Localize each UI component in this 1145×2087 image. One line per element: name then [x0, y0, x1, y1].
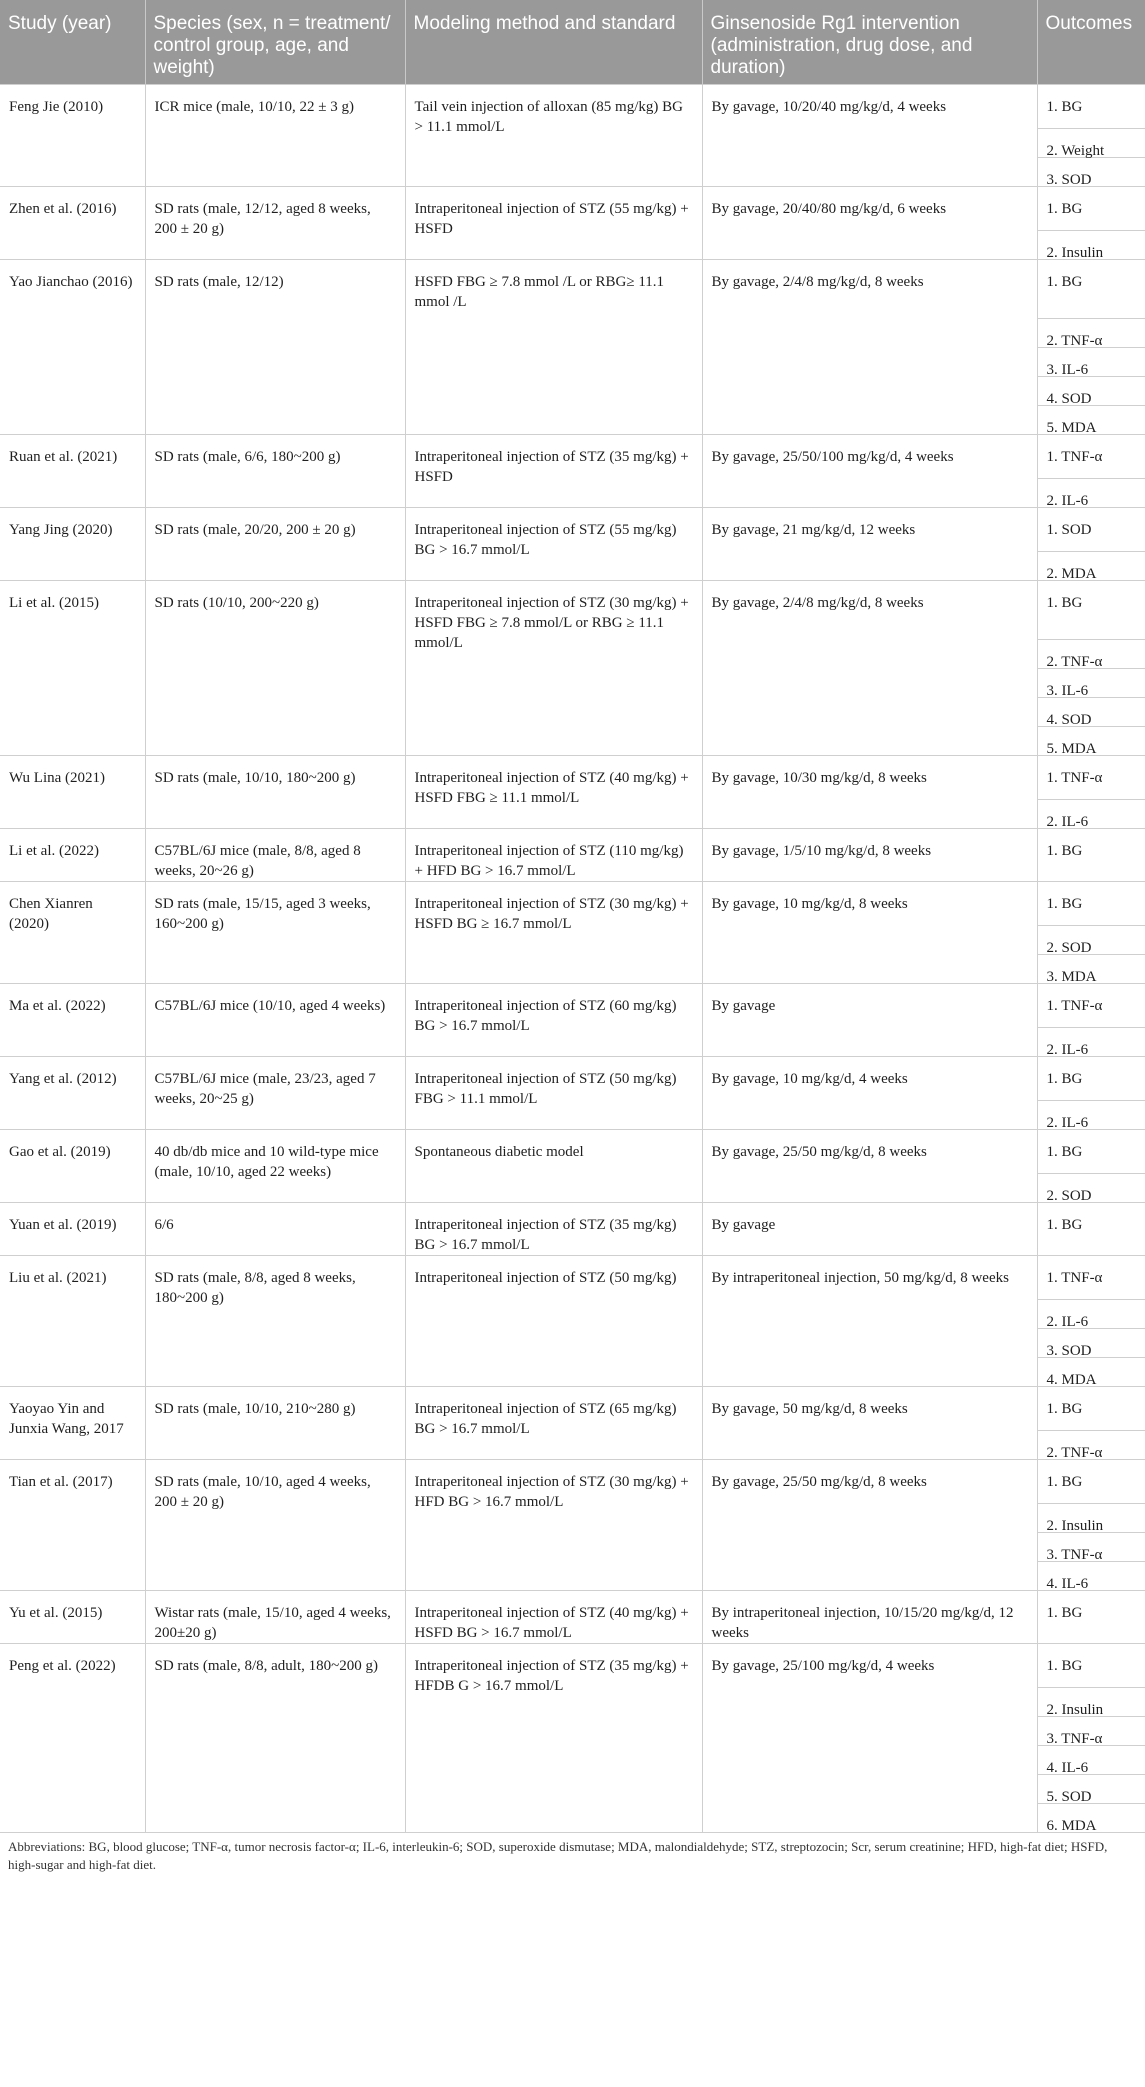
- modeling-cell: [405, 1643, 702, 1832]
- modeling-cell-text: Intraperitoneal injection of STZ (35 mg/kg) + HFDB G > 16.7 mmol/L: [414, 1657, 689, 1694]
- modeling-cell-text: Intraperitoneal injection of STZ (35 mg/kg) BG > 16.7 mmol/L: [414, 1216, 677, 1253]
- outcome-item: 4. IL-6: [1038, 1745, 1145, 1774]
- intervention-cell: [702, 434, 1037, 507]
- species-cell-text: C57BL/6J mice (male, 8/8, aged 8 weeks, 20~26 g): [154, 842, 361, 879]
- intervention-cell-text: By gavage: [711, 997, 776, 1014]
- modeling-cell-text: Tail vein injection of alloxan (85 mg/kg) BG > 11.1 mmol/L: [414, 98, 683, 135]
- modeling-cell: [405, 1255, 702, 1386]
- intervention-cell: [702, 755, 1037, 828]
- study-cell-text: Yaoyao Yin and Junxia Wang, 2017: [9, 1400, 124, 1437]
- species-cell: [145, 1590, 405, 1643]
- study-cell: [0, 828, 145, 881]
- study-cell: [0, 84, 145, 186]
- outcome-item: 2. Weight: [1038, 128, 1145, 157]
- outcome-item: 1. BG: [1046, 1070, 1083, 1087]
- species-cell-text: SD rats (male, 20/20, 200 ± 20 g): [154, 521, 356, 538]
- species-cell-text: SD rats (male, 15/15, aged 3 weeks, 160~200 g): [154, 895, 371, 932]
- outcome-item: 5. MDA: [1038, 405, 1145, 434]
- intervention-cell-text: By gavage: [711, 1216, 776, 1233]
- modeling-cell-text: Intraperitoneal injection of STZ (30 mg/kg) + HFD BG > 16.7 mmol/L: [414, 1473, 689, 1510]
- outcome-item: 5. SOD: [1038, 1774, 1145, 1803]
- outcome-item: 4. MDA: [1038, 1357, 1145, 1386]
- outcomes-cell: [1037, 1056, 1145, 1129]
- modeling-cell: [405, 186, 702, 259]
- intervention-cell-text: By gavage, 2/4/8 mg/kg/d, 8 weeks: [711, 594, 924, 611]
- outcome-item: 2. Insulin: [1038, 1687, 1145, 1716]
- outcome-item: 5. MDA: [1038, 726, 1145, 755]
- intervention-cell: [702, 259, 1037, 434]
- outcome-item: 2. IL-6: [1038, 1027, 1145, 1056]
- table-row: [0, 1643, 1145, 1832]
- species-cell: [145, 434, 405, 507]
- modeling-cell: [405, 1459, 702, 1590]
- outcomes-cell: [1037, 580, 1145, 755]
- intervention-cell-text: By gavage, 20/40/80 mg/kg/d, 6 weeks: [711, 200, 947, 217]
- intervention-cell-text: By gavage, 10/30 mg/kg/d, 8 weeks: [711, 769, 927, 786]
- modeling-cell-text: Intraperitoneal injection of STZ (50 mg/kg) FBG > 11.1 mmol/L: [414, 1070, 677, 1107]
- study-cell-text: Li et al. (2015): [9, 594, 99, 611]
- outcome-item: 2. TNF-α: [1038, 639, 1145, 668]
- modeling-cell-text: Spontaneous diabetic model: [414, 1143, 584, 1160]
- species-cell-text: C57BL/6J mice (male, 23/23, aged 7 weeks, 20~25 g): [154, 1070, 376, 1107]
- outcome-item: 1. BG: [1046, 1657, 1083, 1674]
- species-cell-text: SD rats (male, 10/10, 210~280 g): [154, 1400, 356, 1417]
- study-cell-text: Yang Jing (2020): [9, 521, 113, 538]
- header-modeling: Modeling method and standard: [405, 0, 702, 84]
- outcomes-cell: [1037, 881, 1145, 983]
- intervention-cell: [702, 1386, 1037, 1459]
- species-cell-text: SD rats (male, 12/12, aged 8 weeks, 200 ± 20 g): [154, 200, 371, 237]
- study-cell: [0, 1459, 145, 1590]
- intervention-cell: [702, 84, 1037, 186]
- species-cell-text: SD rats (male, 12/12): [154, 273, 284, 290]
- intervention-cell: [702, 1459, 1037, 1590]
- modeling-cell-text: Intraperitoneal injection of STZ (40 mg/kg) + HSFD FBG ≥ 11.1 mmol/L: [414, 769, 689, 806]
- modeling-cell-text: Intraperitoneal injection of STZ (110 mg/kg) + HFD BG > 16.7 mmol/L: [414, 842, 684, 879]
- intervention-cell-text: By gavage, 50 mg/kg/d, 8 weeks: [711, 1400, 908, 1417]
- table-row: [0, 186, 1145, 259]
- study-cell: [0, 1643, 145, 1832]
- outcome-item: 1. BG: [1046, 98, 1083, 115]
- outcome-item: 3. SOD: [1038, 157, 1145, 186]
- outcome-item: 3. IL-6: [1038, 347, 1145, 376]
- table-row: [0, 1590, 1145, 1643]
- modeling-cell: [405, 1202, 702, 1255]
- table-row: [0, 1459, 1145, 1590]
- modeling-cell-text: Intraperitoneal injection of STZ (65 mg/kg) BG > 16.7 mmol/L: [414, 1400, 677, 1437]
- outcome-item: 1. BG: [1046, 1400, 1083, 1417]
- study-cell-text: Yang et al. (2012): [9, 1070, 117, 1087]
- header-species: Species (sex, n = treatment/ control group, age, and weight): [145, 0, 405, 84]
- outcome-item: 2. IL-6: [1038, 799, 1145, 828]
- species-cell: [145, 755, 405, 828]
- outcomes-cell: [1037, 1129, 1145, 1202]
- intervention-cell: [702, 1129, 1037, 1202]
- outcome-item: 2. MDA: [1038, 551, 1145, 580]
- species-cell: [145, 186, 405, 259]
- modeling-cell-text: Intraperitoneal injection of STZ (30 mg/kg) + HSFD BG ≥ 16.7 mmol/L: [414, 895, 689, 932]
- modeling-cell: [405, 1386, 702, 1459]
- table-row: [0, 434, 1145, 507]
- species-cell: [145, 507, 405, 580]
- study-cell-text: Ruan et al. (2021): [9, 448, 118, 465]
- outcome-item: 3. IL-6: [1038, 668, 1145, 697]
- table-header-row: [0, 0, 1145, 84]
- study-cell-text: Tian et al. (2017): [9, 1473, 113, 1490]
- modeling-cell: [405, 580, 702, 755]
- species-cell-text: ICR mice (male, 10/10, 22 ± 3 g): [154, 98, 354, 115]
- intervention-cell: [702, 1056, 1037, 1129]
- outcome-item: 2. IL-6: [1038, 478, 1145, 507]
- outcome-item: 3. SOD: [1038, 1328, 1145, 1357]
- table-row: [0, 84, 1145, 186]
- study-cell-text: Feng Jie (2010): [9, 98, 104, 115]
- outcomes-cell: [1037, 84, 1145, 186]
- header-intervention: Ginsenoside Rg1 intervention (administration, drug dose, and duration): [702, 0, 1037, 84]
- outcome-item: 1. BG: [1046, 1216, 1083, 1233]
- study-cell: [0, 1255, 145, 1386]
- table-row: [0, 983, 1145, 1056]
- intervention-cell-text: By intraperitoneal injection, 50 mg/kg/d, 8 weeks: [711, 1269, 1009, 1286]
- outcome-item: 2. Insulin: [1038, 230, 1145, 259]
- species-cell-text: SD rats (male, 6/6, 180~200 g): [154, 448, 341, 465]
- outcome-item: 2. SOD: [1038, 925, 1145, 954]
- outcome-item: 2. TNF-α: [1038, 318, 1145, 347]
- outcome-item: 1. BG: [1046, 273, 1083, 290]
- outcome-item: 1. BG: [1046, 842, 1083, 859]
- study-cell: [0, 259, 145, 434]
- species-cell-text: C57BL/6J mice (10/10, aged 4 weeks): [154, 997, 386, 1014]
- species-cell: [145, 1056, 405, 1129]
- table-body: [0, 84, 1145, 1832]
- outcomes-cell: [1037, 983, 1145, 1056]
- outcome-item: 1. SOD: [1046, 521, 1092, 538]
- modeling-cell: [405, 1129, 702, 1202]
- outcome-item: 2. TNF-α: [1038, 1430, 1145, 1459]
- intervention-cell-text: By gavage, 10 mg/kg/d, 4 weeks: [711, 1070, 908, 1087]
- study-cell-text: Zhen et al. (2016): [9, 200, 117, 217]
- abbreviations-footnote: Abbreviations: BG, blood glucose; TNF-α, tumor necrosis factor-α; IL-6, interleukin-6; SOD, superoxide dismutase; MDA, malondialdehyde; STZ, streptozocin; Scr, serum creatinine; HFD, high-fat diet; HSFD, high-sugar and high-fat diet.: [8, 1838, 1108, 1872]
- study-cell-text: Li et al. (2022): [9, 842, 99, 859]
- outcome-item: 4. IL-6: [1038, 1561, 1145, 1590]
- modeling-cell-text: Intraperitoneal injection of STZ (50 mg/kg): [414, 1269, 677, 1286]
- outcome-item: 6. MDA: [1038, 1803, 1145, 1832]
- intervention-cell: [702, 1255, 1037, 1386]
- outcome-item: 1. TNF-α: [1046, 997, 1103, 1014]
- species-cell-text: SD rats (male, 8/8, aged 8 weeks, 180~200 g): [154, 1269, 356, 1306]
- header-study: Study (year): [0, 0, 145, 84]
- outcome-item: 1. BG: [1046, 594, 1083, 611]
- study-cell: [0, 186, 145, 259]
- modeling-cell-text: Intraperitoneal injection of STZ (60 mg/kg) BG > 16.7 mmol/L: [414, 997, 677, 1034]
- outcome-item: 1. BG: [1046, 1604, 1083, 1621]
- intervention-cell-text: By gavage, 21 mg/kg/d, 12 weeks: [711, 521, 916, 538]
- study-cell: [0, 580, 145, 755]
- intervention-cell-text: By gavage, 25/50 mg/kg/d, 8 weeks: [711, 1143, 927, 1160]
- modeling-cell-text: HSFD FBG ≥ 7.8 mmol /L or RBG≥ 11.1 mmol /L: [414, 273, 665, 310]
- intervention-cell-text: By gavage, 25/50 mg/kg/d, 8 weeks: [711, 1473, 927, 1490]
- modeling-cell: [405, 434, 702, 507]
- outcomes-cell: [1037, 186, 1145, 259]
- modeling-cell: [405, 1056, 702, 1129]
- intervention-cell-text: By gavage, 2/4/8 mg/kg/d, 8 weeks: [711, 273, 924, 290]
- outcomes-cell: [1037, 507, 1145, 580]
- study-cell-text: Chen Xianren (2020): [9, 895, 93, 932]
- intervention-cell: [702, 983, 1037, 1056]
- study-cell: [0, 755, 145, 828]
- species-cell-text: 6/6: [154, 1216, 174, 1233]
- study-cell-text: Gao et al. (2019): [9, 1143, 111, 1160]
- table-row: [0, 1056, 1145, 1129]
- table-row: [0, 1255, 1145, 1386]
- table-row: [0, 1202, 1145, 1255]
- study-cell: [0, 881, 145, 983]
- table-row: [0, 828, 1145, 881]
- species-cell: [145, 1202, 405, 1255]
- outcome-item: 1. BG: [1046, 200, 1083, 217]
- outcome-item: 4. SOD: [1038, 697, 1145, 726]
- species-cell: [145, 1386, 405, 1459]
- outcomes-cell: [1037, 1202, 1145, 1255]
- study-cell-text: Liu et al. (2021): [9, 1269, 107, 1286]
- intervention-cell-text: By gavage, 25/50/100 mg/kg/d, 4 weeks: [711, 448, 954, 465]
- intervention-cell: [702, 507, 1037, 580]
- intervention-cell: [702, 580, 1037, 755]
- modeling-cell: [405, 828, 702, 881]
- outcome-item: 1. BG: [1046, 1143, 1083, 1160]
- table-row: [0, 580, 1145, 755]
- study-cell: [0, 1056, 145, 1129]
- intervention-cell-text: By intraperitoneal injection, 10/15/20 mg/kg/d, 12 weeks: [711, 1604, 1014, 1641]
- study-cell-text: Peng et al. (2022): [9, 1657, 116, 1674]
- study-cell: [0, 507, 145, 580]
- species-cell: [145, 259, 405, 434]
- study-cell-text: Yuan et al. (2019): [9, 1216, 117, 1233]
- table-row: [0, 507, 1145, 580]
- species-cell: [145, 1643, 405, 1832]
- outcome-item: 1. BG: [1046, 895, 1083, 912]
- species-cell: [145, 1255, 405, 1386]
- outcomes-cell: [1037, 1255, 1145, 1386]
- intervention-cell-text: By gavage, 10 mg/kg/d, 8 weeks: [711, 895, 908, 912]
- species-cell: [145, 983, 405, 1056]
- outcomes-cell: [1037, 755, 1145, 828]
- intervention-cell-text: By gavage, 25/100 mg/kg/d, 4 weeks: [711, 1657, 935, 1674]
- outcome-item: 3. TNF-α: [1038, 1532, 1145, 1561]
- intervention-cell: [702, 1590, 1037, 1643]
- species-cell: [145, 881, 405, 983]
- outcome-item: 3. MDA: [1038, 954, 1145, 983]
- species-cell: [145, 828, 405, 881]
- outcomes-cell: [1037, 1459, 1145, 1590]
- outcomes-cell: [1037, 259, 1145, 434]
- table-row: [0, 755, 1145, 828]
- study-cell: [0, 434, 145, 507]
- outcome-item: 2. IL-6: [1038, 1299, 1145, 1328]
- outcome-item: 2. Insulin: [1038, 1503, 1145, 1532]
- modeling-cell: [405, 1590, 702, 1643]
- outcomes-cell: [1037, 828, 1145, 881]
- outcome-item: 1. TNF-α: [1046, 769, 1103, 786]
- modeling-cell: [405, 84, 702, 186]
- header-outcomes: Outcomes: [1037, 0, 1145, 84]
- modeling-cell: [405, 755, 702, 828]
- species-cell: [145, 580, 405, 755]
- modeling-cell-text: Intraperitoneal injection of STZ (55 mg/kg) BG > 16.7 mmol/L: [414, 521, 677, 558]
- species-cell-text: SD rats (male, 10/10, 180~200 g): [154, 769, 356, 786]
- modeling-cell: [405, 507, 702, 580]
- study-cell: [0, 1129, 145, 1202]
- study-cell: [0, 1202, 145, 1255]
- intervention-cell: [702, 828, 1037, 881]
- outcome-item: 2. IL-6: [1038, 1100, 1145, 1129]
- outcome-item: 4. SOD: [1038, 376, 1145, 405]
- outcomes-cell: [1037, 434, 1145, 507]
- species-cell-text: SD rats (male, 8/8, adult, 180~200 g): [154, 1657, 378, 1674]
- modeling-cell: [405, 983, 702, 1056]
- modeling-cell-text: Intraperitoneal injection of STZ (55 mg/kg) + HSFD: [414, 200, 689, 237]
- intervention-cell-text: By gavage, 10/20/40 mg/kg/d, 4 weeks: [711, 98, 947, 115]
- species-cell-text: 40 db/db mice and 10 wild-type mice (male, 10/10, aged 22 weeks): [154, 1143, 379, 1180]
- table-row: [0, 1386, 1145, 1459]
- intervention-cell: [702, 186, 1037, 259]
- outcome-item: 2. SOD: [1038, 1173, 1145, 1202]
- species-cell-text: Wistar rats (male, 15/10, aged 4 weeks, 200±20 g): [154, 1604, 391, 1641]
- outcome-item: 1. TNF-α: [1046, 448, 1103, 465]
- intervention-cell: [702, 881, 1037, 983]
- study-cell: [0, 983, 145, 1056]
- study-cell-text: Wu Lina (2021): [9, 769, 106, 786]
- outcome-item: 1. BG: [1046, 1473, 1083, 1490]
- species-cell: [145, 84, 405, 186]
- table-row: [0, 259, 1145, 434]
- modeling-cell-text: Intraperitoneal injection of STZ (40 mg/kg) + HSFD BG > 16.7 mmol/L: [414, 1604, 689, 1641]
- species-cell: [145, 1459, 405, 1590]
- outcome-item: 1. TNF-α: [1046, 1269, 1103, 1286]
- outcome-item: 3. TNF-α: [1038, 1716, 1145, 1745]
- study-cell: [0, 1386, 145, 1459]
- study-cell-text: Ma et al. (2022): [9, 997, 106, 1014]
- study-cell: [0, 1590, 145, 1643]
- outcomes-cell: [1037, 1590, 1145, 1643]
- study-cell-text: Yu et al. (2015): [9, 1604, 103, 1621]
- modeling-cell: [405, 881, 702, 983]
- modeling-cell-text: Intraperitoneal injection of STZ (30 mg/kg) + HSFD FBG ≥ 7.8 mmol/L or RBG ≥ 11.1 mmol/L: [414, 594, 689, 651]
- modeling-cell: [405, 259, 702, 434]
- outcomes-cell: [1037, 1643, 1145, 1832]
- modeling-cell-text: Intraperitoneal injection of STZ (35 mg/kg) + HSFD: [414, 448, 689, 485]
- species-cell-text: SD rats (10/10, 200~220 g): [154, 594, 319, 611]
- intervention-cell-text: By gavage, 1/5/10 mg/kg/d, 8 weeks: [711, 842, 932, 859]
- species-cell: [145, 1129, 405, 1202]
- outcomes-cell: [1037, 1386, 1145, 1459]
- species-cell-text: SD rats (male, 10/10, aged 4 weeks, 200 ± 20 g): [154, 1473, 371, 1510]
- intervention-cell: [702, 1643, 1037, 1832]
- table-row: [0, 1129, 1145, 1202]
- table-row: [0, 881, 1145, 983]
- intervention-cell: [702, 1202, 1037, 1255]
- study-cell-text: Yao Jianchao (2016): [9, 273, 133, 290]
